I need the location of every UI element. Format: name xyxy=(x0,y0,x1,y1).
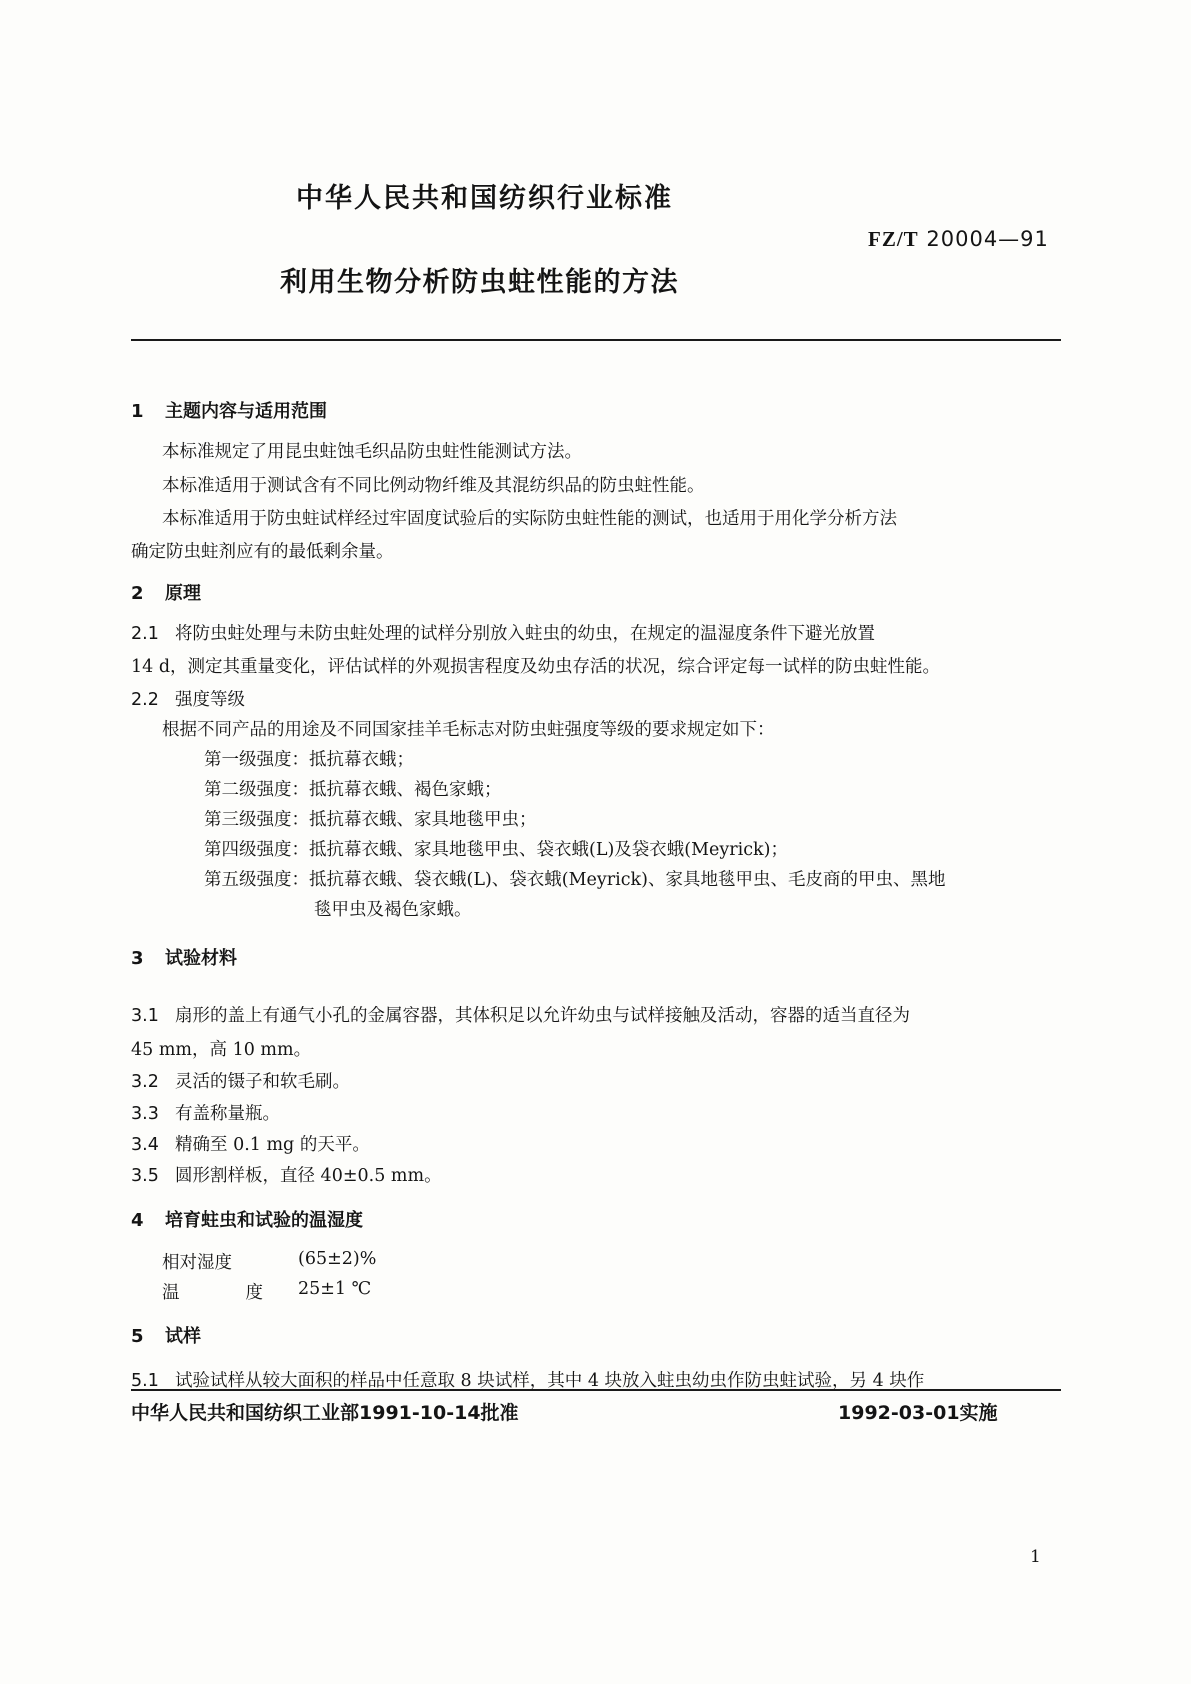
humidity-value: (65±2)% xyxy=(298,1249,377,1269)
grades-intro: 根据不同产品的用途及不同国家挂羊毛标志对防虫蛀强度等级的要求规定如下： xyxy=(162,720,775,740)
document-title: 利用生物分析防虫蛀性能的方法 xyxy=(280,267,679,298)
clause-number: 5.1 xyxy=(131,1371,159,1391)
standard-code-prefix: FZ/T xyxy=(868,227,919,251)
section-3-heading xyxy=(131,944,237,970)
section-title: 原理 xyxy=(165,583,201,604)
clause-3-3 xyxy=(131,1100,280,1125)
temperature-label xyxy=(162,1279,263,1304)
clause-text: 扇形的盖上有通气小孔的金属容器，其体积足以允许幼虫与试样接触及活动，容器的适当直径为 xyxy=(175,1006,910,1026)
grade-2: 第二级强度：抵抗幕衣蛾、褐色家蛾； xyxy=(204,780,502,800)
section-title: 试样 xyxy=(165,1326,201,1347)
section-5-heading xyxy=(131,1322,201,1348)
s1-paragraph-3: 本标准适用于防虫蛀试样经过牢固度试验后的实际防虫蛀性能的测试，也适用于用化学分析方法 xyxy=(162,509,897,529)
s1-paragraph-2: 本标准适用于测试含有不同比例动物纤维及其混纺织品的防虫蛀性能。 xyxy=(162,476,705,496)
clause-text: 圆形割样板，直径 40±0.5 mm。 xyxy=(175,1166,442,1186)
page-number: 1 xyxy=(1030,1547,1041,1567)
section-title: 培育蛀虫和试验的温湿度 xyxy=(165,1210,363,1231)
clause-number: 3.4 xyxy=(131,1135,159,1155)
clause-3-1-cont: 45 mm，高 10 mm。 xyxy=(131,1040,312,1060)
clause-2-1 xyxy=(131,620,875,645)
clause-number: 2.1 xyxy=(131,624,159,644)
temperature-value: 25±1 ℃ xyxy=(298,1279,372,1299)
section-number: 2 xyxy=(131,583,144,604)
grade-1: 第一级强度：抵抗幕衣蛾； xyxy=(204,750,414,770)
clause-number: 3.5 xyxy=(131,1166,159,1186)
clause-3-4 xyxy=(131,1131,370,1156)
clause-3-1 xyxy=(131,1002,910,1027)
clause-3-5 xyxy=(131,1162,442,1187)
clause-number: 3.1 xyxy=(131,1006,159,1026)
section-number: 3 xyxy=(131,948,144,969)
clause-2-2 xyxy=(131,686,245,711)
section-number: 5 xyxy=(131,1326,144,1347)
implementation-date: 1992-03-01实施 xyxy=(838,1402,998,1424)
clause-text: 将防虫蛀处理与未防虫蛀处理的试样分别放入蛀虫的幼虫，在规定的温湿度条件下避光放置 xyxy=(175,624,875,644)
section-2-heading xyxy=(131,579,201,605)
clause-text: 灵活的镊子和软毛刷。 xyxy=(175,1072,350,1092)
clause-title: 强度等级 xyxy=(175,690,245,710)
s1-paragraph-1: 本标准规定了用昆虫蛀蚀毛织品防虫蛀性能测试方法。 xyxy=(162,442,582,462)
section-number: 1 xyxy=(131,401,144,422)
temperature-label-char-1: 温 xyxy=(162,1283,180,1303)
issuing-org: 中华人民共和国纺织行业标准 xyxy=(296,183,673,214)
section-1-heading xyxy=(131,397,327,423)
clause-text: 有盖称量瓶。 xyxy=(175,1104,280,1124)
standard-code xyxy=(868,227,1049,252)
grade-3: 第三级强度：抵抗幕衣蛾、家具地毯甲虫； xyxy=(204,810,537,830)
clause-3-2 xyxy=(131,1068,350,1093)
title-divider xyxy=(131,339,1061,341)
s1-paragraph-3-cont: 确定防虫蛀剂应有的最低剩余量。 xyxy=(131,542,394,562)
clause-number: 3.2 xyxy=(131,1072,159,1092)
clause-text: 精确至 0.1 mg 的天平。 xyxy=(175,1135,370,1155)
clause-number: 3.3 xyxy=(131,1104,159,1124)
grade-5-cont: 毯甲虫及褐色家蛾。 xyxy=(314,900,472,920)
section-title: 试验材料 xyxy=(165,948,237,969)
section-number: 4 xyxy=(131,1210,144,1231)
section-4-heading xyxy=(131,1206,363,1232)
clause-2-1-cont: 14 d，测定其重量变化，评估试样的外观损害程度及幼虫存活的状况，综合评定每一试样的防虫蛀性能。 xyxy=(131,657,941,677)
footer-divider xyxy=(131,1389,1061,1391)
clause-number: 2.2 xyxy=(131,690,159,710)
section-title: 主题内容与适用范围 xyxy=(165,401,327,422)
humidity-label: 相对湿度 xyxy=(162,1253,232,1273)
grade-5: 第五级强度：抵抗幕衣蛾、袋衣蛾(L)、袋衣蛾(Meyrick)、家具地毯甲虫、毛皮商的甲虫、黑地 xyxy=(204,870,946,890)
standard-code-number: 20004—91 xyxy=(926,227,1049,251)
approval-line: 中华人民共和国纺织工业部1991-10-14批准 xyxy=(131,1402,519,1424)
temperature-label-char-2: 度 xyxy=(245,1283,263,1303)
clause-text: 试验试样从较大面积的样品中任意取 8 块试样，其中 4 块放入蛀虫幼虫作防虫蛀试验，另 4 块作 xyxy=(175,1371,925,1391)
grade-4: 第四级强度：抵抗幕衣蛾、家具地毯甲虫、袋衣蛾(L)及袋衣蛾(Meyrick)； xyxy=(204,840,788,860)
